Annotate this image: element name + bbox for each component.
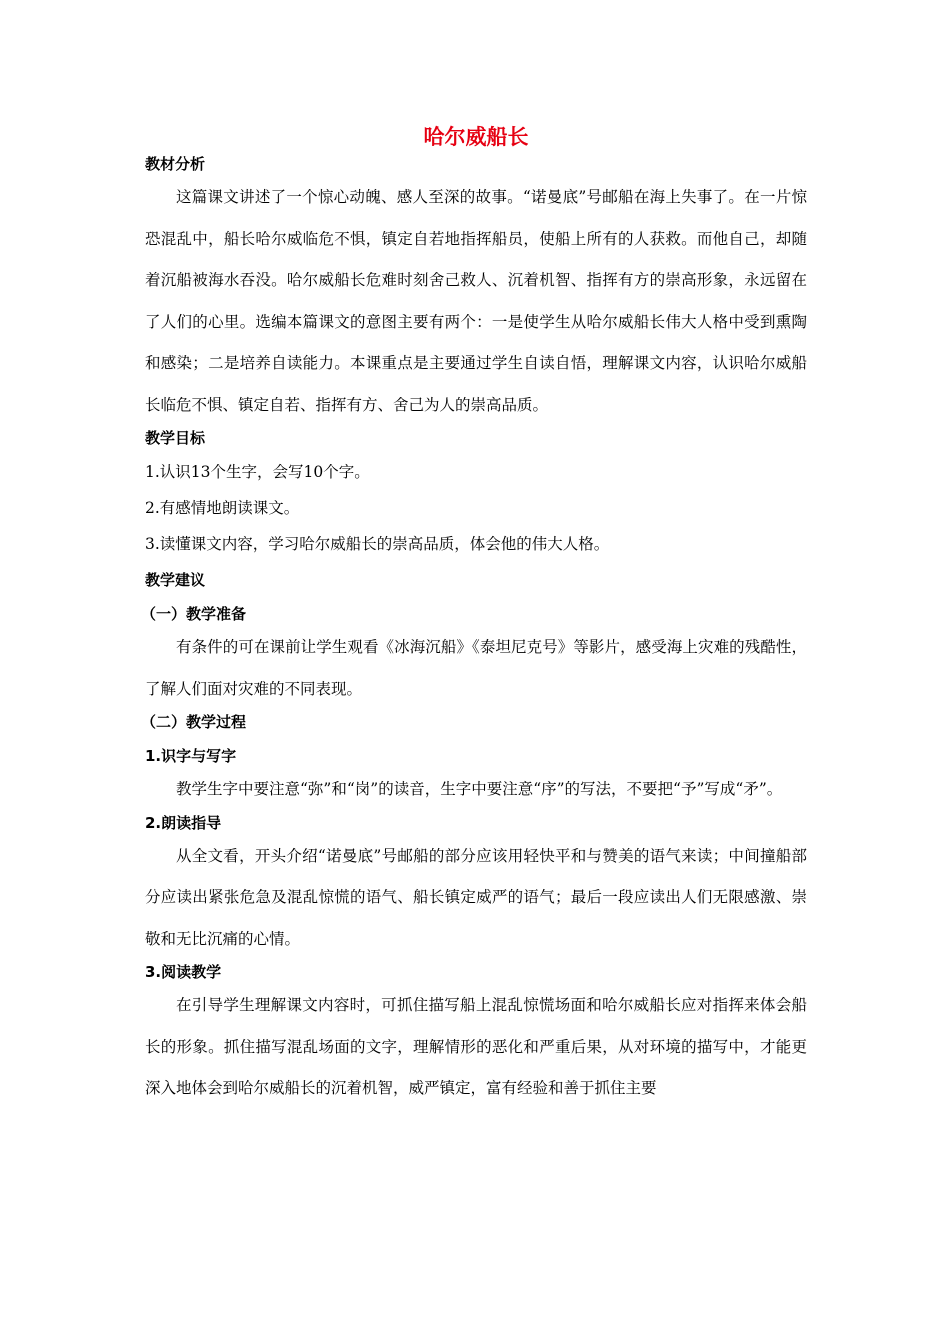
goal-item: 2.有感情地朗读课文。	[145, 499, 300, 517]
reading-teaching-paragraph: 在引导学生理解课文内容时，可抓住描写船上混乱惊慌场面和哈尔威船长应对指挥来体会船长的形象。抓住描写混乱场面的文字，理解情形的恶化和严重后果，从对环境的描写中，才能更深入地体会到哈尔威船长的沉着机智，威严镇定，富有经验和善于抓住主要	[145, 996, 807, 1097]
section-heading-analysis: 教材分析	[145, 155, 206, 173]
step-heading-reading-teaching: 3.阅读教学	[145, 963, 222, 981]
document-title: 哈尔威船长	[423, 125, 529, 149]
goal-item: 3.读懂课文内容，学习哈尔威船长的崇高品质，体会他的伟大人格。	[145, 535, 610, 553]
literacy-paragraph: 教学生字中要注意“弥”和“岗”的读音，生字中要注意“序”的写法，不要把“予”写成“矛”。	[176, 780, 783, 798]
analysis-paragraph: 这篇课文讲述了一个惊心动魄、感人至深的故事。“诺曼底”号邮船在海上失事了。在一片惊恐混乱中，船长哈尔威临危不惧，镇定自若地指挥船员，使船上所有的人获救。而他自己，却随着沉船被海水吞没。哈尔威船长危难时刻舍己救人、沉着机智、指挥有方的崇高形象，永远留在了人们的心里。选编本篇课文的意图主要有两个：一是使学生从哈尔威船长伟大人格中受到熏陶和感染；二是培养自读能力。本课重点是主要通过学生自读自悟，理解课文内容，认识哈尔威船长临危不惧、镇定自若、指挥有方、舍己为人的崇高品质。	[145, 188, 807, 414]
goal-item: 1.认识13个生字，会写10个字。	[145, 463, 370, 481]
section-heading-suggestions: 教学建议	[145, 571, 206, 589]
sub-heading-preparation: （一）教学准备	[141, 605, 247, 623]
section-heading-goals: 教学目标	[145, 429, 206, 447]
step-heading-reading-aloud: 2.朗读指导	[145, 813, 222, 832]
reading-aloud-paragraph: 从全文看，开头介绍“诺曼底”号邮船的部分应该用轻快平和与赞美的语气来读；中间撞船部分应读出紧张危急及混乱惊慌的语气、船长镇定威严的语气；最后一段应读出人们无限感激、崇敬和无比沉痛的心情。	[145, 846, 807, 948]
preparation-paragraph: 有条件的可在课前让学生观看《冰海沉船》《泰坦尼克号》等影片，感受海上灾难的残酷性，了解人们面对灾难的不同表现。	[145, 638, 807, 698]
step-heading-literacy: 1.识字与写字	[145, 747, 237, 765]
sub-heading-process: （二）教学过程	[141, 713, 247, 731]
document-page	[141, 122, 807, 1112]
